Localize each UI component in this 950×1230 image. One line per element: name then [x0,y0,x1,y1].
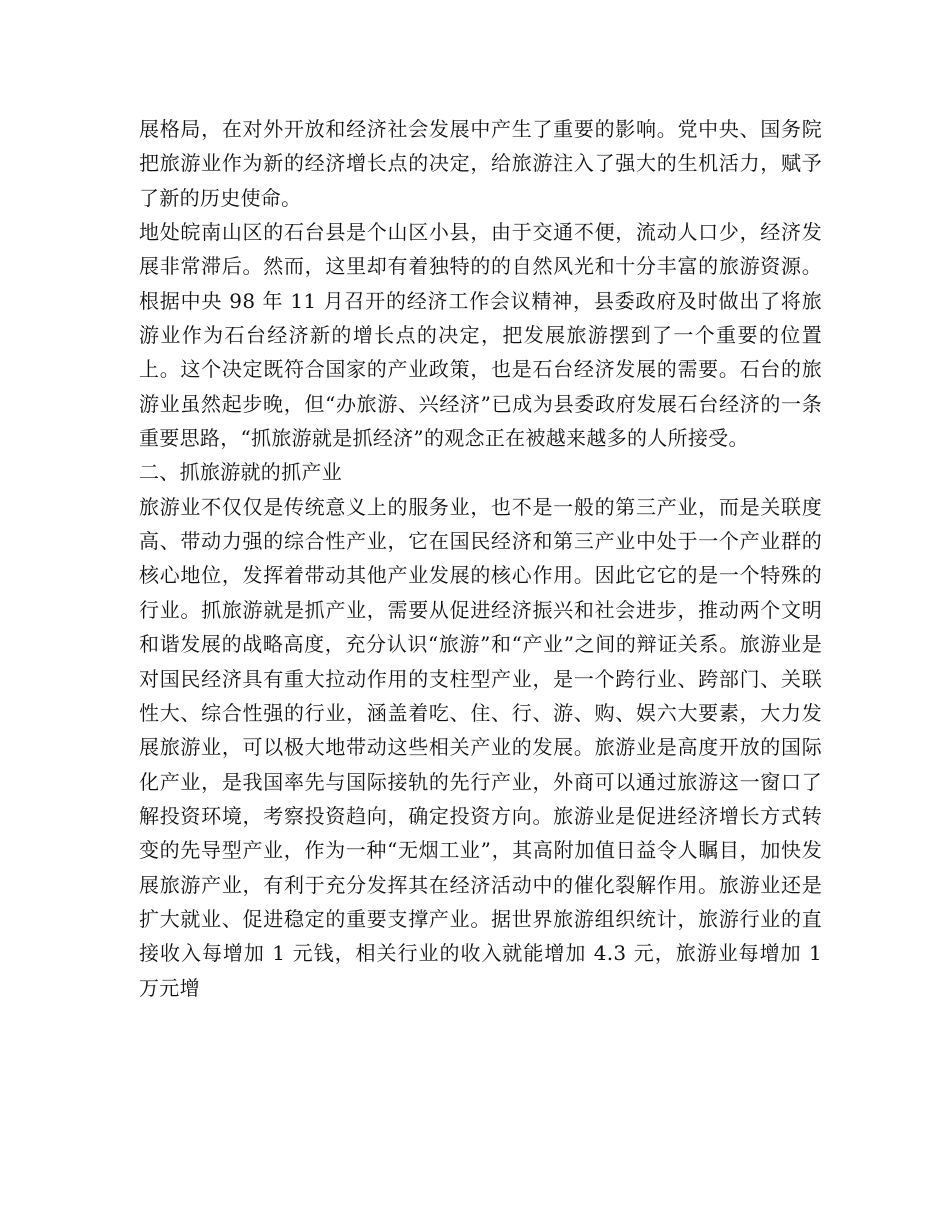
paragraph-shitai-county: 地处皖南山区的石台县是个山区小县，由于交通不便，流动人口少，经济发展非常滞后。然而，这里却有着独特的的自然风光和十分丰富的旅游资源。根据中央 98 年 11 月召开的经济工作会议精神，县委政府及时做出了将旅游业作为石台经济新的增长点的决定，把发展旅游摆到了一个重要的位置上。这个决定既符合国家的产业政策，也是石台经济发展的需要。石台的旅游业虽然起步晚，但“办旅游、兴经济”已成为县委政府发展石台经济的一条重要思路，“抓旅游就是抓经济”的观念正在被越来越多的人所接受。 [139,220,822,451]
document-body [139,112,822,1005]
paragraph-tourism-industry: 旅游业不仅仅是传统意义上的服务业，也不是一般的第三产业，而是关联度高、带动力强的综合性产业，它在国民经济和第三产业中处于一个产业群的核心地位，发挥着带动其他产业发展的核心作用。因此它它的是一个特殊的行业。抓旅游就是抓产业，需要从促进经济振兴和社会进步，推动两个文明和谐发展的战略高度，充分认识“旅游”和“产业”之间的辩证关系。旅游业是对国民经济具有重大拉动作用的支柱型产业，是一个跨行业、跨部门、关联性大、综合性强的行业，涵盖着吃、住、行、游、购、娱六大要素，大力发展旅游业，可以极大地带动这些相关产业的发展。旅游业是高度开放的国际化产业，是我国率先与国际接轨的先行产业，外商可以通过旅游这一窗口了解投资环境，考察投资趋向，确定投资方向。旅游业是促进经济增长方式转变的先导型产业，作为一种“无烟工业”，其高附加值日益令人瞩目，加快发展旅游产业，有利于充分发挥其在经济活动中的催化裂解作用。旅游业还是扩大就业、促进稳定的重要支撑产业。据世界旅游组织统计，旅游行业的直接收入每增加 1 元钱，相关行业的收入就能增加 4.3 元，旅游业每增加 1 万元增 [139,494,822,1000]
section-heading: 二、抓旅游就的抓产业 [139,460,342,485]
paragraph-development-pattern: 展格局，在对外开放和经济社会发展中产生了重要的影响。党中央、国务院把旅游业作为新的经济增长点的决定，给旅游注入了强大的生机活力，赋予了新的历史使命。 [139,117,822,210]
